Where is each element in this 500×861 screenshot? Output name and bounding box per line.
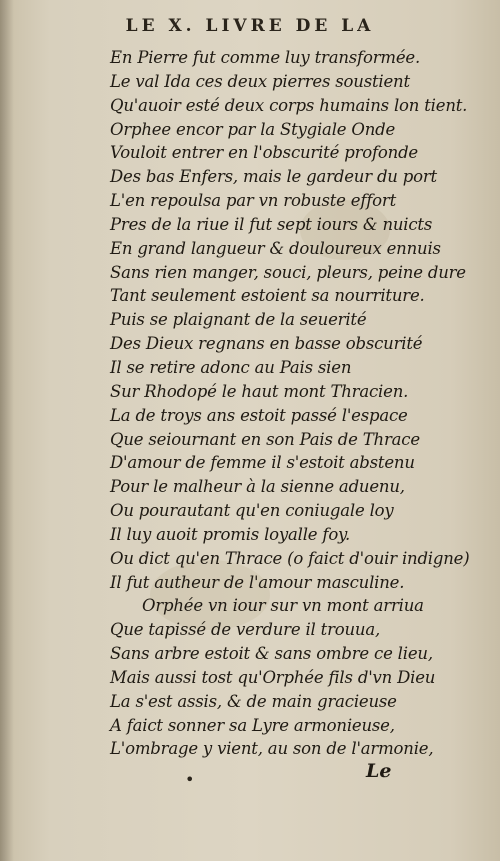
verse-line: Que seiournant en son Pais de Thrace bbox=[110, 429, 420, 449]
verse-line: Que tapissé de verdure il trouua, bbox=[110, 620, 381, 640]
verse-line: L'ombrage y vient, au son de l'armonie, bbox=[110, 739, 434, 759]
verse-line: Pour le malheur à la sienne aduenu, bbox=[110, 477, 405, 497]
verse-line: Vouloit entrer en l'obscurité profonde bbox=[110, 143, 418, 163]
verse-line: Tant seulement estoient sa nourriture. bbox=[110, 286, 425, 306]
verse-line: Orphee encor par la Stygiale Onde bbox=[110, 119, 396, 139]
catchword: Le bbox=[366, 760, 392, 782]
verse-line: Il se retire adonc au Pais sien bbox=[110, 357, 352, 377]
verse-line: Sans arbre estoit & sans ombre ce lieu, bbox=[110, 644, 433, 664]
verse-line: Sans rien manger, souci, pleurs, peine dure bbox=[110, 262, 466, 282]
verse-line: Sur Rhodopé le haut mont Thracien. bbox=[110, 381, 409, 401]
verse-line: Qu'auoir esté deux corps humains lon tient. bbox=[110, 95, 468, 115]
page-footer bbox=[0, 760, 500, 790]
signature-mark: • bbox=[185, 770, 195, 789]
verse-line: Puis se plaignant de la seuerité bbox=[110, 310, 367, 330]
verse-line: Ou dict qu'en Thrace (o faict d'ouir indigne) bbox=[110, 548, 470, 568]
verse-line: Mais aussi tost qu'Orphée fils d'vn Dieu bbox=[110, 667, 436, 687]
verse-text-block bbox=[110, 46, 490, 761]
verse-line: Il luy auoit promis loyalle foy. bbox=[110, 524, 351, 544]
verse-line: Orphée vn iour sur vn mont arriua bbox=[142, 596, 424, 616]
verse-line: Des bas Enfers, mais le gardeur du port bbox=[110, 167, 437, 187]
verse-line: En grand langueur & douloureux ennuis bbox=[110, 238, 441, 258]
verse-line: D'amour de femme il s'estoit abstenu bbox=[110, 453, 415, 473]
verse-line: En Pierre fut comme luy transformée. bbox=[110, 48, 420, 67]
verse-line: L'en repoulsa par vn robuste effort bbox=[110, 191, 397, 211]
verse-line: La s'est assis, & de main gracieuse bbox=[110, 691, 397, 711]
verse-line: La de troys ans estoit passé l'espace bbox=[110, 405, 408, 425]
verse-line: A faict sonner sa Lyre armonieuse, bbox=[110, 715, 395, 735]
verse-line: Des Dieux regnans en basse obscurité bbox=[110, 334, 423, 354]
binding-shadow bbox=[0, 0, 14, 861]
verse-line: Le val Ida ces deux pierres soustient bbox=[110, 71, 410, 91]
verse-line: Pres de la riue il fut sept iours & nuicts bbox=[110, 214, 433, 234]
verse-line: Il fut autheur de l'amour masculine. bbox=[110, 572, 405, 592]
running-head: LE X. LIVRE DE LA bbox=[125, 16, 375, 36]
verse-line: Ou pourautant qu'en coniugale loy bbox=[110, 501, 394, 521]
